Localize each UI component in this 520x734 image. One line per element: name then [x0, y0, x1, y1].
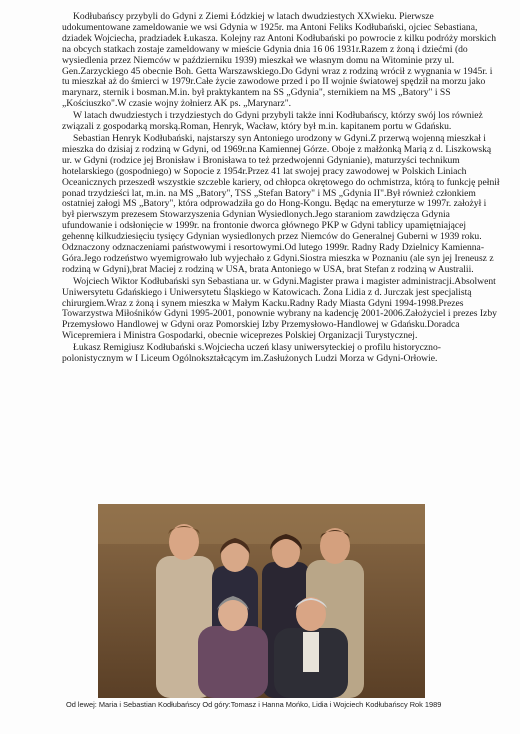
family-photo	[98, 504, 425, 698]
photo-caption: Od lewej: Maria i Sebastian Kodłubańscy Od góry:Tomasz i Hanna Mońko, Lidia i Wojciech Kodłubańscy Rok 1989	[66, 700, 442, 709]
paragraph-3: Sebastian Henryk Kodłubański, najstarszy syn Antoniego urodzony w Gdyni.Z przerwą wojenną mieszkał i mieszka do dzisiaj z rodziną w Gdyni, od 1969r.na Kamiennej Górze. Oboje z małżonką Marią z d. Liszkowską ur. w Gdyni (rodzice jej Bronisław i Bronisława to też przedwojenni Gdynianie), maturzyści technikum hotelarskiego (gospodniego) w Sopocie z 1954r.Przez 41 lat swojej pracy zawodowej w Polskich Liniach Oceanicznych przeszedł wszystkie szczeble kariery, od chłopca okrętowego do ochmistrza, którą to funkcję pełnił ponad trzydzieści lat, m.in. na MS „Batory", TSS „Stefan Batory" i MS „Gdynia II".Był również członkiem ostatniej załogi MS „Batory", która odprowadziła go do Hong-Kongu. Będąc na emeryturze w 1997r. założył i był pierwszym prezesem Stowarzyszenia Gdynian Wysiedlonych.Jego staraniom zawdzięcza Gdynia ufundowanie i odsłonięcie w 1999r. na frontonie dworca głównego PKP w Gdyni tablicy upamiętniającej gehennę kilkudziesięciu tysięcy Gdynian wysiedlonych przez Niemców do Generalnej Guberni w 1939 roku. Odznaczony odznaczeniami państwowymi i resortowymi.Od lutego 1999r. Radny Rady Dzielnicy Kamienna-Góra.Jego rodzeństwo wyemigrowało lub wyjechało z Gdyni.Siostra mieszka w Poznaniu (ale syn jej Ireneusz z rodziną w Gdyni),brat Maciej z rodziną w USA, brata Antoniego w USA, brat Stefan z rodziną w Australii.	[62, 132, 500, 275]
family-photo-illustration	[98, 504, 425, 698]
paragraph-2: W latach dwudziestych i trzydziestych do Gdyni przybyli także inni Kodłubańscy, którzy swój los również związali z gospodarką morską.Roman, Henryk, Wacław, który był m.in. kapitanem portu w Gdańsku.	[62, 110, 483, 133]
paragraph-5: Łukasz Remigiusz Kodłubański s.Wojciecha uczeń klasy uniwersyteckiej o profilu historyczno-polonistycznym w I Liceum Ogólnokształcącym im.Zasłużonych Ludzi Morza w Gdyni-Orłowie.	[62, 342, 441, 365]
paragraph-4: Wojciech Wiktor Kodłubański syn Sebastiana ur. w Gdyni.Magister prawa i magister administracji.Absolwent Uniwersytetu Gdańskiego i Uniwersytetu Śląskiego w Katowicach. Żona Lidia z d. Jurczak jest specjalistą chirurgiem.Wraz z żoną i synem mieszka w Małym Kacku.Radny Rady Miasta Gdyni 1994-1998.Prezes Towarzystwa Miłośników Gdyni 1995-2001, ponownie wybrany na kadencję 2001-2006.Założyciel i prezes Izby Przemysłowo Handlowej w Gdyni oraz Pomorskiej Izby Przemysłowo-Handlowej w Gdańsku.Doradca Wicepremiera i Ministra Gospodarki, obecnie wiceprezes Polskiej Organizacji Turystycznej.	[62, 275, 497, 342]
article-text	[62, 12, 500, 366]
paragraph-1: Kodłubańscy przybyli do Gdyni z Ziemi Łódzkiej w latach dwudziestych XXwieku. Pierwsze udokumentowane zameldowanie we wsi Gdynia w 1925r. ma Antoni Feliks Kodłubański, ojciec Sebastiana, dziadek Wojciecha, pradziadek Łukasza. Kolejny raz Antoni Kodłubański po powrocie z kilku podróży morskich na obcych statkach zostaje zameldowany w mieście Gdynia dnia 16 06 1931r.Razem z żoną i dziećmi (do wysiedlenia przez Niemców w październiku 1939) mieszkał we własnym domu na Witominie przy ul. Gen.Zarzyckiego 45 obecnie Boh. Getta Warszawskiego.Do Gdyni wraz z rodziną wrócił z wygnania w 1945r. i tu mieszkał aż do śmierci w 1979r.Całe życie zawodowe przed i po II wojnie światowej spędził na morzu jako marynarz, sternik i bosman.M.in. był praktykantem na SS „Gdynia", sternikiem na MS „Batory" i SS „Kościuszko".W czasie wojny żołnierz AK ps. „Marynarz".	[62, 11, 497, 110]
